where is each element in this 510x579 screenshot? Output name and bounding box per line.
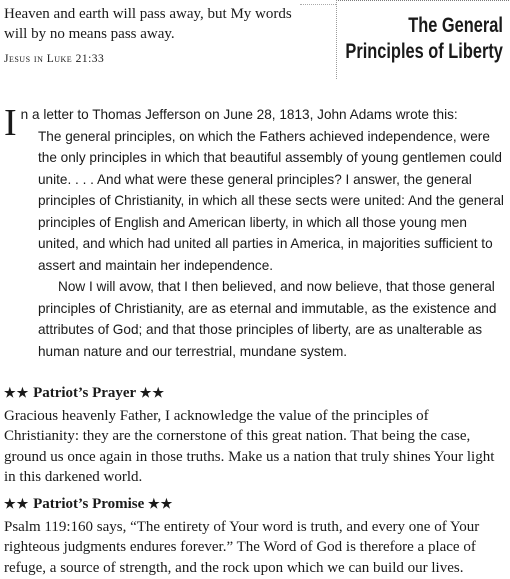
star-icon: ★★	[148, 496, 174, 511]
page-title-line-2: Principles of Liberty	[345, 40, 503, 63]
intro-lead: n a letter to Thomas Jefferson on June 28, 1813, John Adams wrote this:	[20, 107, 458, 122]
epigraph-citation: Jesus in Luke 21:33	[4, 53, 105, 65]
epigraph-text: Heaven and earth will pass away, but My words will by no means pass away.	[4, 6, 292, 42]
star-icon: ★★	[4, 385, 30, 400]
decorative-dotted-rule	[300, 4, 336, 13]
prayer-heading-text: Patriot’s Prayer	[33, 385, 136, 401]
patriots-prayer-section	[4, 383, 504, 488]
star-icon: ★★	[139, 385, 165, 400]
title-box	[336, 0, 510, 79]
adams-quote	[38, 126, 504, 363]
main-text	[4, 104, 504, 362]
page-title-line-1: The General	[408, 14, 503, 37]
promise-heading-text: Patriot’s Promise	[33, 496, 145, 512]
quote-paragraph-2: Now I will avow, that I then believed, and now believe, that those general principles of Christianity, are as eternal and immutable, as the existence and attributes of God; and that those principles of liberty, are as unalterable as human nature and our terrestrial, mundane system.	[38, 279, 497, 359]
drop-cap: I	[4, 102, 17, 144]
quote-paragraph-1: The general principles, on which the Fathers achieved independence, were the only principles in which that beautiful assembly of young gentlemen could unite. . . . And what were these general principles? I answer, the general principles of Christianity, in which all these sects were united: And the general principles of English and American liberty, in which all those young men united, and which had united all parties in America, in majorities sufficient to assert and maintain her independence.	[38, 128, 504, 273]
patriots-promise-section	[4, 494, 504, 578]
prayer-heading	[4, 383, 504, 404]
star-icon: ★★	[4, 496, 30, 511]
promise-text: Psalm 119:160 says, “The entirety of Your word is truth, and every one of Your righteous judgments endures forever.” The Word of God is therefore a place of refuge, a source of strength, and the rock upon which we can build our lives.	[4, 518, 480, 576]
epigraph	[4, 4, 294, 65]
prayer-text: Gracious heavenly Father, I acknowledge the value of the principles of Christianity: they are the cornerstone of this great nation. That being the case, ground us once again in those truths. Make us a nation that truly shines Your light in this darkened world.	[4, 407, 495, 485]
page-title	[346, 13, 503, 65]
promise-heading	[4, 494, 504, 515]
intro-paragraph	[4, 102, 504, 144]
